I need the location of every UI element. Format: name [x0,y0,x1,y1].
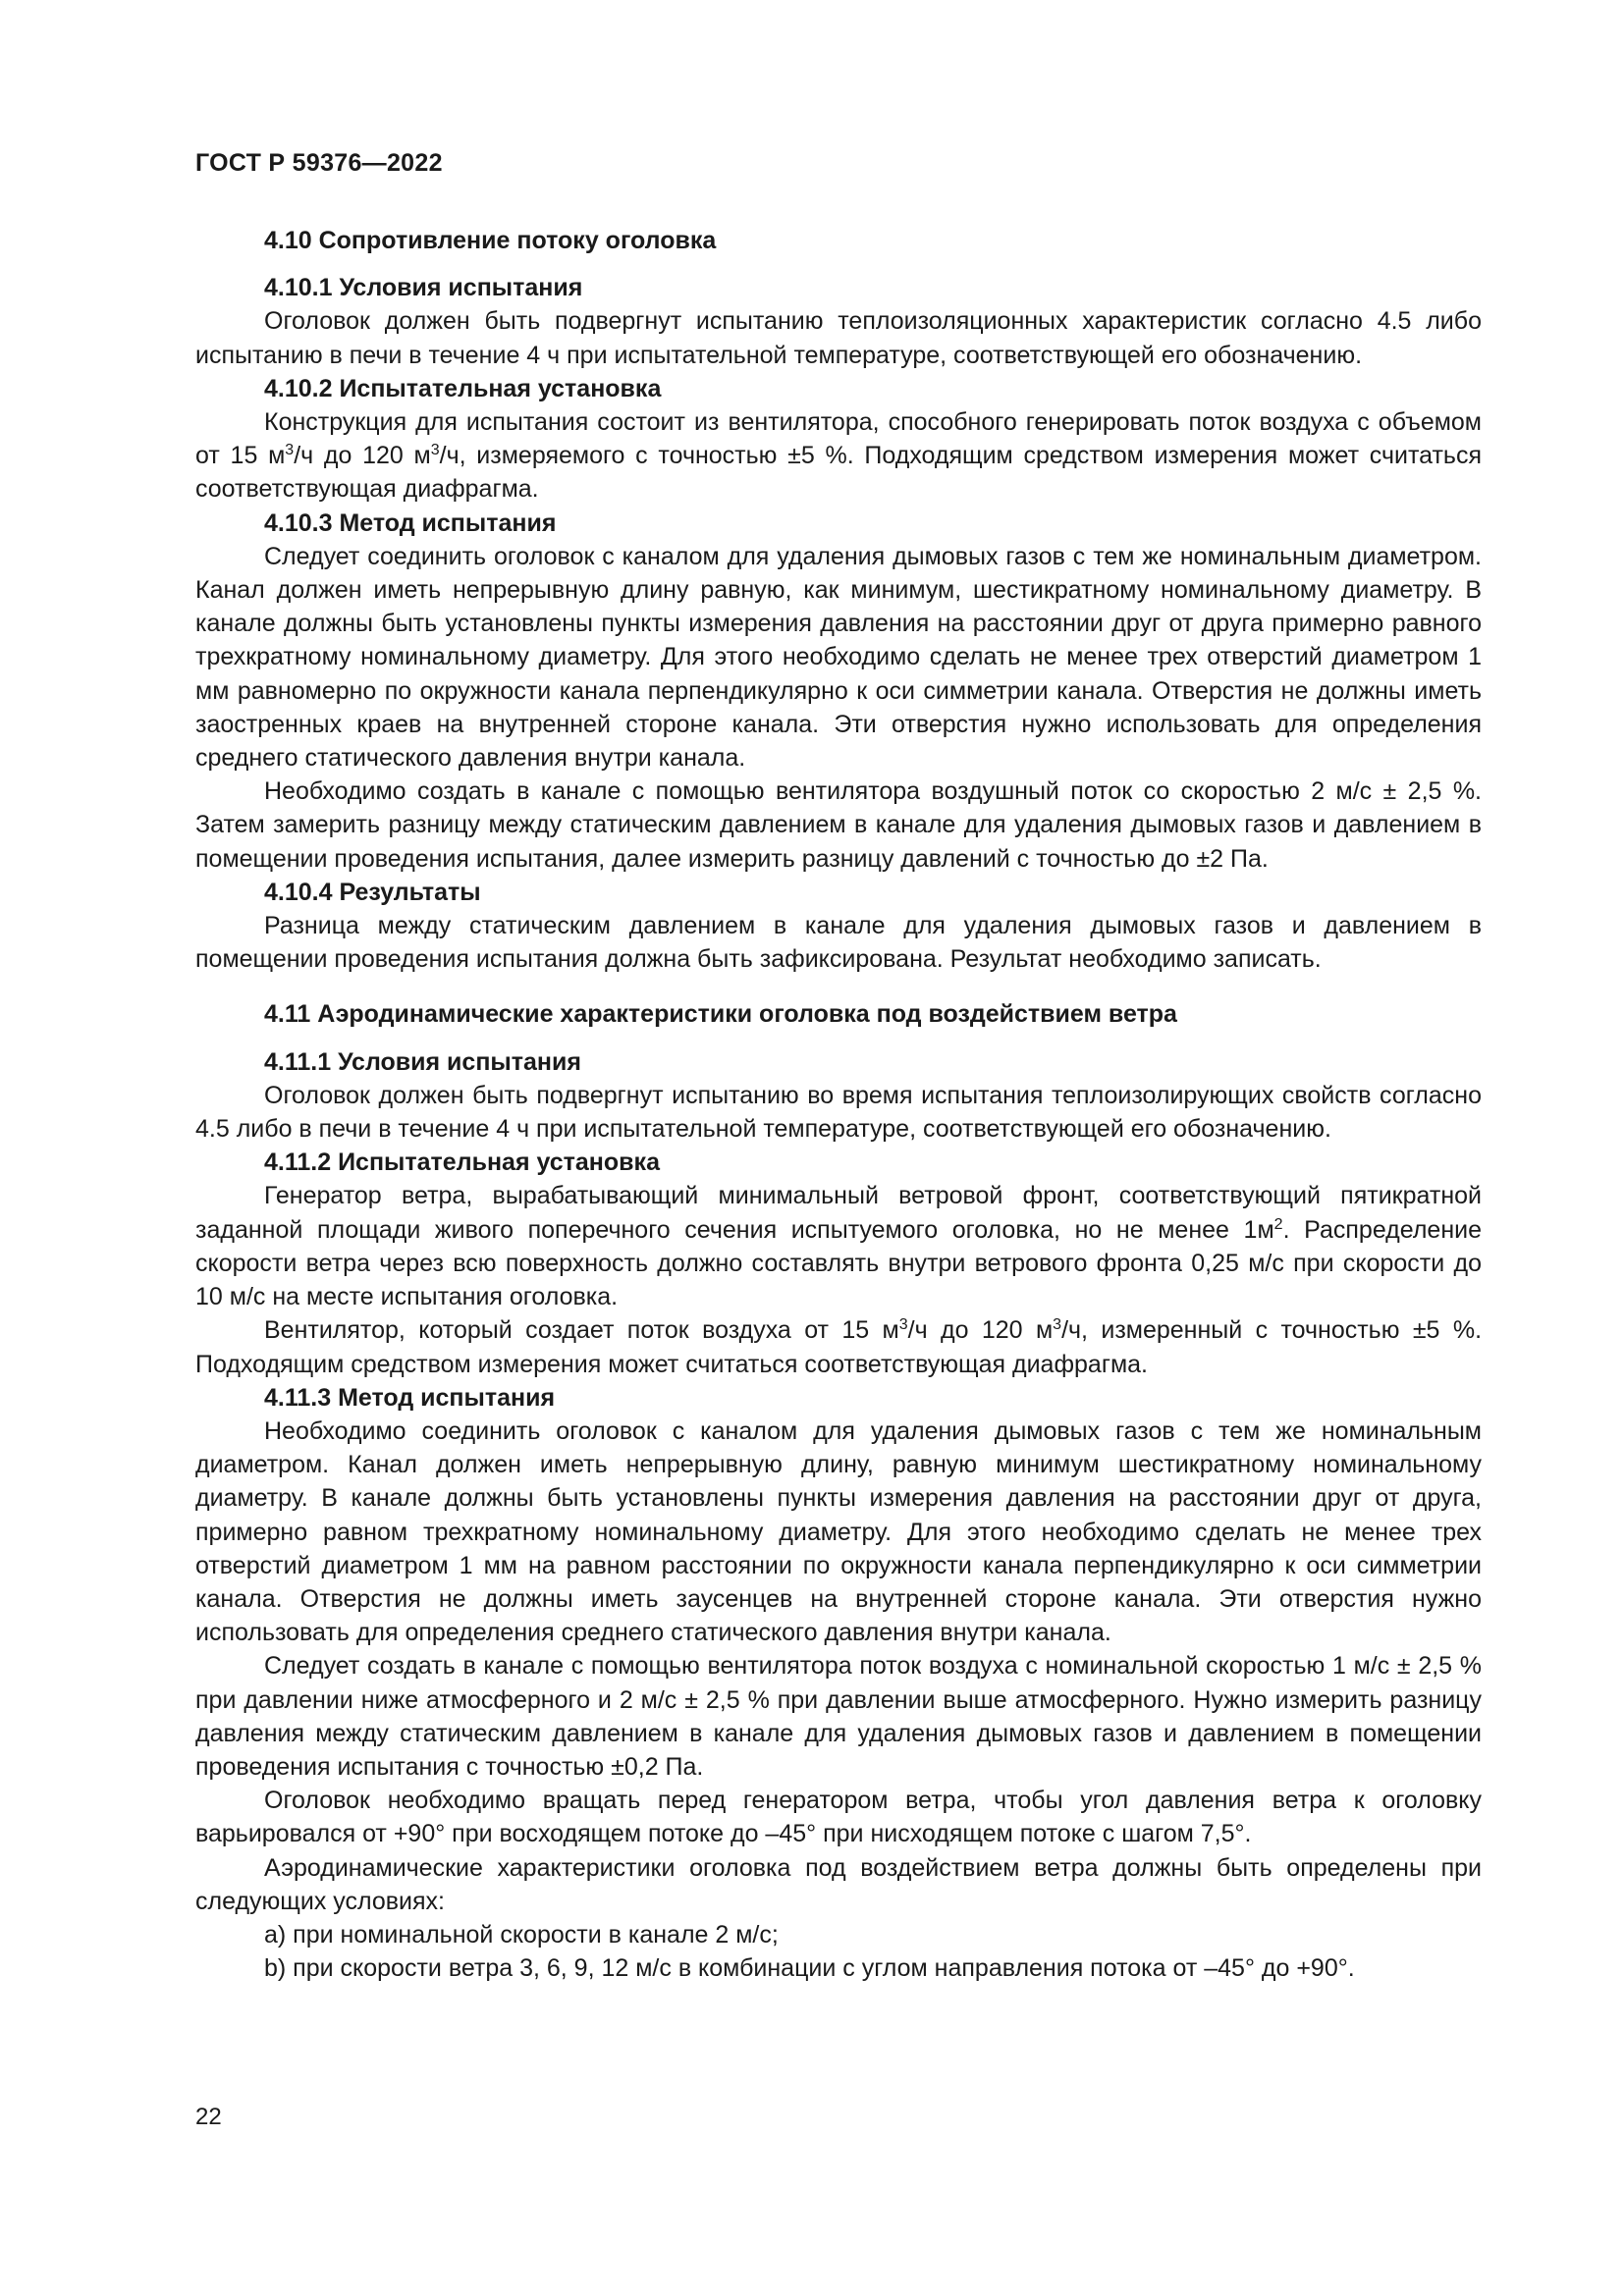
superscript: 3 [1053,1316,1062,1334]
paragraph-4-11-2-a: Генератор ветра, вырабатывающий минимальный ветровой фронт, соответствующий пятикратной заданной площади живого поперечного сечения испытуемого оголовка, но не менее $1м^2$. Распределение скорости ветра через всю поверхность должно составлять внутри ветрового фронта 0,25 м/с при скорости до 10 м/с на месте испытания оголовка. [195,1182,1483,1311]
paragraph-4-10-3-b: Необходимо создать в канале с помощью вентилятора воздушный поток со скоростью 2 м/с ± 2,5 %. Затем замерить разницу между статическим давлением в канале для удаления дымовых газов и давлением в помещении проведения испытания, далее измерить разницу давлений с точностью до ±2 Па. [195,777,1482,873]
subsection-4-10-1-heading: 4.10.1 Условия испытания [264,274,583,302]
subsection-4-11-1-heading: 4.11.1 Условия испытания [264,1047,581,1076]
subsection-4-10-4-heading: 4.10.4 Результаты [264,878,481,906]
subsection-4-11-2-heading: 4.11.2 Испытательная установка [264,1148,660,1177]
superscript: 3 [285,442,295,459]
standard-header: ГОСТ Р 59376—2022 [195,149,443,177]
superscript: 3 [430,442,440,459]
paragraph-4-11-3-d: Аэродинамические характеристики оголовка под воздействием ветра должны быть определены при следующих условиях: [195,1853,1482,1915]
superscript: 3 [898,1316,908,1334]
page-number: 22 [195,2104,222,2130]
list-item-b: b) при скорости ветра 3, 6, 9, 12 м/с в комбинации с углом направления потока от –45° до +90°. [264,1954,1355,1983]
paragraph-4-11-2-b: Вентилятор, который создает поток воздуха от 15 $м^3/ч$ до 120 $м^3/ч$, измеренный с точностью ±5 %. Подходящим средством измерения может считаться соответствующая диафрагма. [195,1316,1483,1378]
section-4-10-heading: 4.10 Сопротивление потоку оголовка [264,227,717,254]
subsection-4-11-3-heading: 4.11.3 Метод испытания [264,1383,556,1412]
paragraph-4-11-3-b: Следует создать в канале с помощью вентилятора поток воздуха с номинальной скоростью 1 м/с ± 2,5 % при давлении ниже атмосферного и 2 м/с ± 2,5 % при давлении выше атмосферного. Нужно измерить разницу давления между статическим давлением в канале для удаления дымовых газов и давлением в помещении проведения испытания с точностью ±0,2 Па. [195,1652,1482,1781]
paragraph-4-10-3-a: Следует соединить оголовок с каналом для удаления дымовых газов с тем же номинальным диаметром. Канал должен иметь непрерывную длину равную, как минимум, шестикратному номинальному диаметру. В канале должны быть установлены пункты измерения давления на расстоянии друг от друга примерно равного трехкратному номинальному диаметру. Для этого необходимо сделать не менее трех отверстий диаметром 1 мм равномерно по окружности канала перпендикулярно к оси симметрии канала. Отверстия не должны иметь заостренных краев на внутренней стороне канала. Эти отверстия нужно использовать для определения среднего статического давления внутри канала. [195,542,1482,773]
paragraph-4-11-3-a: Необходимо соединить оголовок с каналом для удаления дымовых газов с тем же номинальным диаметром. Канал должен иметь непрерывную длину, равную минимум шестикратному номинальному диаметру. В канале должны быть установлены пункты измерения давления на расстоянии друг от друга, примерно равном трехкратному номинальному диаметру. Для этого необходимо сделать не менее трех отверстий диаметром 1 мм на равном расстоянии по окружности канала перпендикулярно к оси симметрии канала. Отверстия не должны иметь заусенцев на внутренней стороне канала. Эти отверстия нужно использовать для определения среднего статического давления внутри канала. [195,1416,1482,1647]
subsection-4-10-3-heading: 4.10.3 Метод испытания [264,508,557,537]
paragraph-4-10-1: Оголовок должен быть подвергнут испытанию теплоизоляционных характеристик согласно 4.5 либо испытанию в печи в течение 4 ч при испытательной температуре, соответствующей его обозначению. [195,307,1482,369]
paragraph-4-10-2: Конструкция для испытания состоит из вентилятора, способного генерировать поток воздуха с объемом от 15 $м^3/ч$ до 120 $м^3/ч$, измеряемого с точностью ±5 %. Подходящим средством измерения может считаться соответствующая диафрагма. [195,408,1482,504]
document-body [195,224,1482,1985]
document-page [195,0,1482,2296]
paragraph-4-10-4: Разница между статическим давлением в канале для удаления дымовых газов и давлением в помещении проведения испытания должна быть зафиксирована. Результат необходимо записать. [195,912,1482,974]
paragraph-4-11-3-c: Оголовок необходимо вращать перед генератором ветра, чтобы угол давления ветра к оголовку варьировался от +90° при восходящем потоке до –45° при нисходящем потоке с шагом 7,5°. [195,1787,1482,1848]
section-4-11-heading: 4.11 Аэродинамические характеристики оголовка под воздействием ветра [264,1000,1177,1029]
list-item-a: a) при номинальной скорости в канале 2 м/с; [264,1920,779,1949]
subsection-4-10-2-heading: 4.10.2 Испытательная установка [264,374,662,402]
superscript: 2 [1273,1215,1283,1233]
paragraph-4-11-1: Оголовок должен быть подвергнут испытанию во время испытания теплоизолирующих свойств согласно 4.5 либо в печи в течение 4 ч при испытательной температуре, соответствующей его обозначению. [195,1081,1482,1144]
